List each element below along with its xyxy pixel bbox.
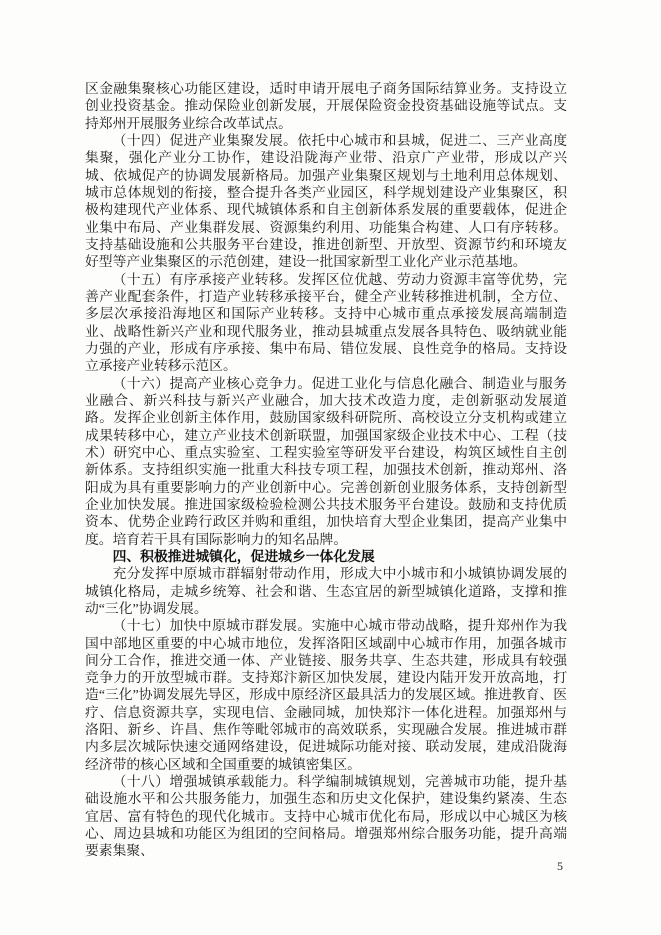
paragraph-item-15: （十五）有序承接产业转移。发挥区位优越、劳动力资源丰富等优势，完善产业配套条件，打造产业转移承接平台，健全产业转移推进机制，全方位、多层次承接沿海地区和国际产业转移。支持中心城市重点承接发展高端制造业、战略性新兴产业和现代服务业，推动县城重点发展各具特色、吸纳就业能力强的产业，形成有序承接、集中布局、错位发展、良性竞争的格局。支持设立承接产业转移示范区。: [85, 271, 567, 374]
paragraph-item-16: （十六）提高产业核心竞争力。促进工业化与信息化融合、制造业与服务业融合、新兴科技与新兴产业融合，加大技术改造力度，走创新驱动发展道路。发挥企业创新主体作用，鼓励国家级科研院所、高校设立分支机构或建立成果转移中心，建立产业技术创新联盟，加强国家级企业技术中心、工程（技术）研究中心、重点实验室、工程实验室等研发平台建设，构筑区域性自主创新体系。支持组织实施一批重大科技专项工程，加强技术创新，推动郑州、洛阳成为具有重要影响力的产业创新中心。完善创新创业服务体系，支持创新型企业加快发展。推进国家级检验检测公共技术服务平台建设。鼓励和支持优质资本、优势企业跨行政区并购和重组，加快培育大型企业集团，提高产业集中度。培育若干具有国际影响力的知名品牌。: [85, 375, 567, 547]
paragraph-continuation: 区金融集聚核心功能区建设，适时申请开展电子商务国际结算业务。支持设立创业投资基金。推动保险业创新发展，开展保险资金投资基础设施等试点。支持郑州开展服务业综合改革试点。: [85, 81, 567, 131]
document-body: [85, 80, 567, 860]
paragraph-item-14: （十四）促进产业集聚发展。依托中心城市和县城，促进二、三产业高度集聚，强化产业分工协作，建设沿陇海产业带、沿京广产业带，形成以产兴城、依城促产的协调发展新格局。加强产业集聚区规划与土地利用总体规划、城市总体规划的衔接，整合提升各类产业园区，科学规划建设产业集聚区，积极构建现代产业体系、现代城镇体系和自主创新体系发展的重要载体，促进企业集中布局、产业集群发展、资源集约利用、功能集合构建、人口有序转移。支持基础设施和公共服务平台建设，推进创新型、开放型、资源节约和环境友好型等产业集聚区的示范创建，建设一批国家新型工业化产业示范基地。: [85, 132, 567, 270]
paragraph-section-intro: 充分发挥中原城市群辐射带动作用，形成大中小城市和小城镇协调发展的城镇化格局，走城乡统筹、社会和谐、生态宜居的新型城镇化道路，支撑和推动“三化”协调发展。: [85, 566, 567, 616]
section-heading-four: 四、积极推进城镇化，促进城乡一体化发展: [112, 548, 375, 564]
paragraph-item-17: （十七）加快中原城市群发展。实施中心城市带动战略，提升郑州作为我国中部地区重要的中心城市地位，发挥洛阳区域副中心城市作用，加强各城市间分工合作，推进交通一体、产业链接、服务共享、生态共建，形成具有较强竞争力的开放型城市群。支持郑汴新区加快发展，建设内陆开发开放高地，打造“三化”协调发展先导区，形成中原经济区最具活力的发展区域。推进教育、医疗、信息资源共享，实现电信、金融同城，加快郑汴一体化进程。加强郑州与洛阳、新乡、许昌、焦作等毗邻城市的高效联系，实现融合发展。推进城市群内多层次城际快速交通网络建设，促进城际功能对接、联动发展，建成沿陇海经济带的核心区域和全国重要的城镇密集区。: [85, 618, 567, 772]
page-number: 5: [557, 859, 563, 873]
paragraph-item-18: （十八）增强城镇承载能力。科学编制城镇规划，完善城市功能，提升基础设施水平和公共服务能力，加强生态和历史文化保护，建设集约紧凑、生态宜居、富有特色的现代化城市。支持中心城市优化布局，形成以中心城区为核心、周边县城和功能区为组团的空间格局。增强郑州综合服务功能，提升高端要素集聚、: [85, 774, 567, 859]
